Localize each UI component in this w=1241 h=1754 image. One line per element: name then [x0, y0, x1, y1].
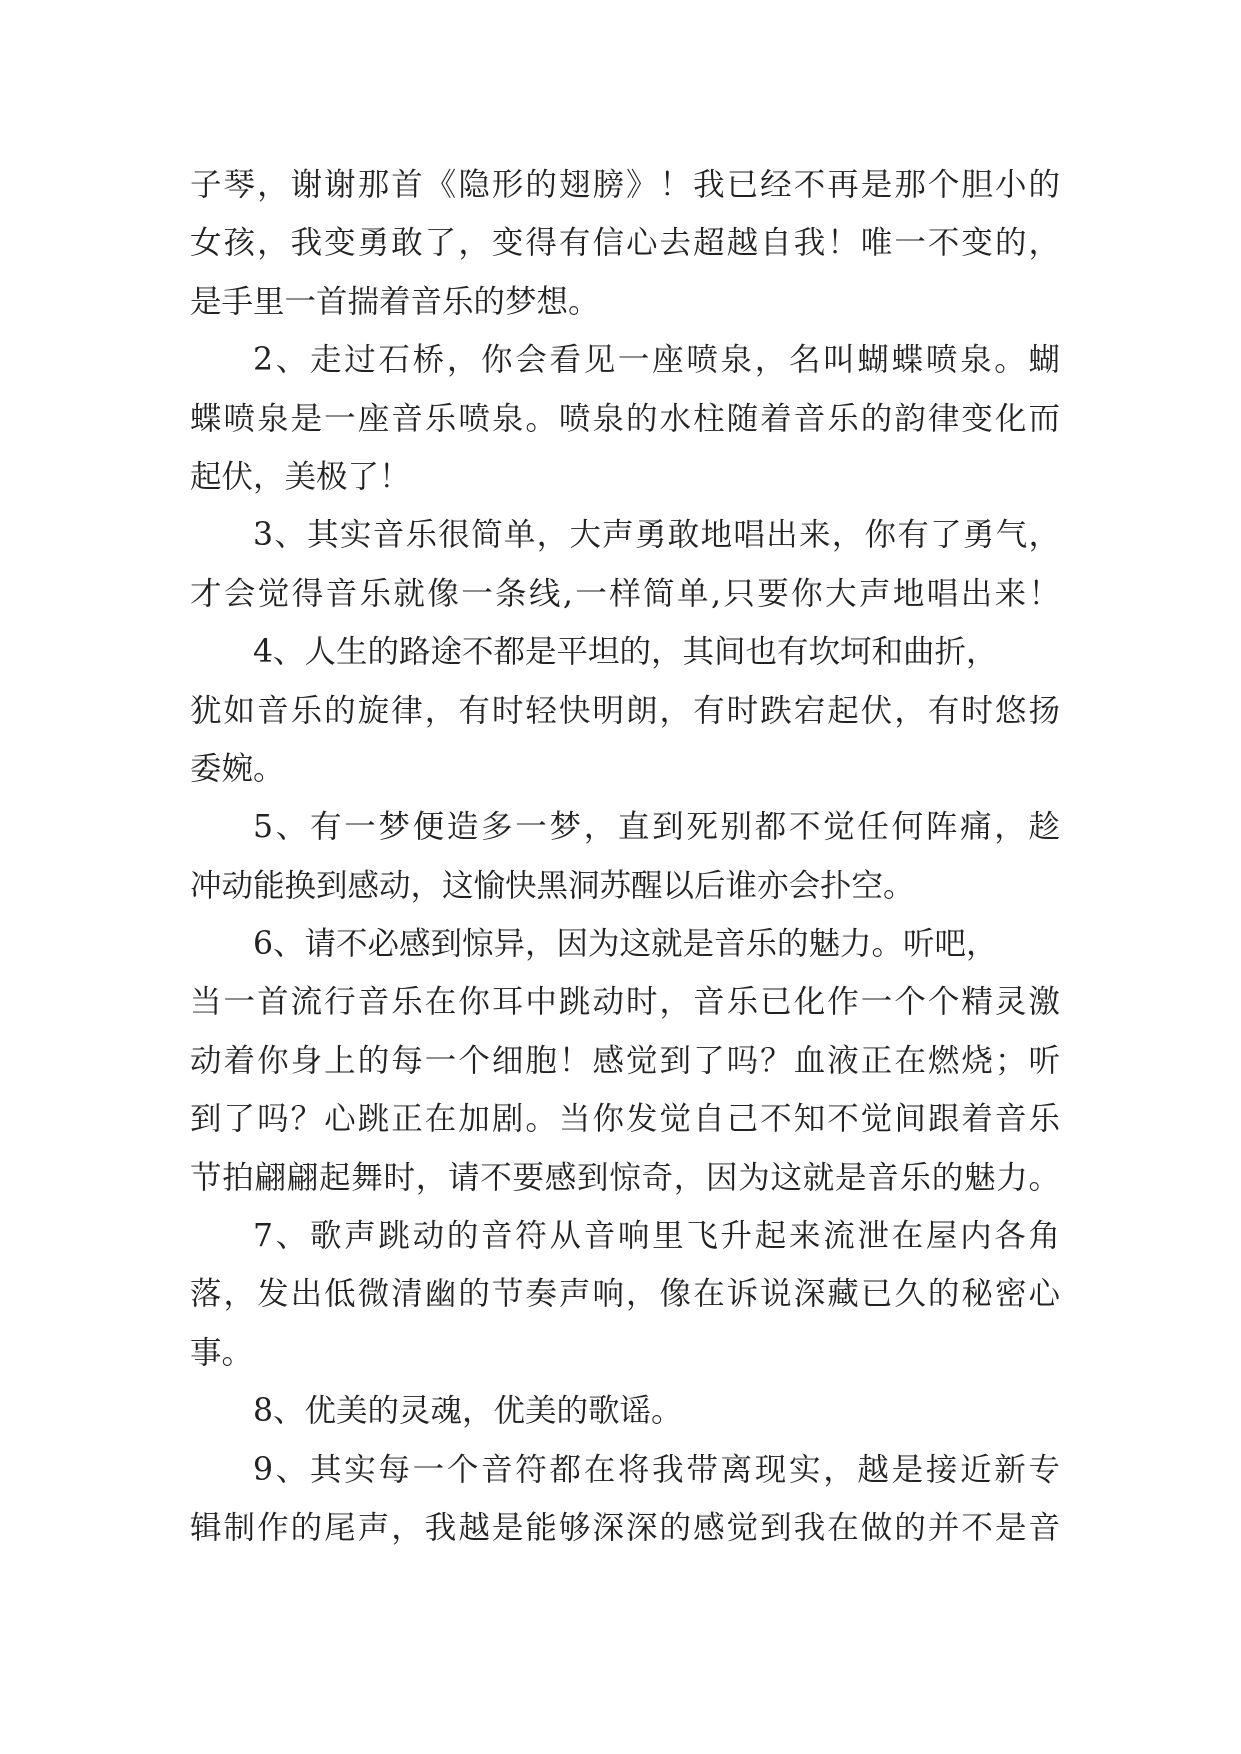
paragraph	[190, 1441, 1060, 1558]
paragraph-line: 动着你身上的每一个细胞！感觉到了吗？血液正在燃烧；听	[190, 1042, 1060, 1079]
paragraph	[190, 1207, 1060, 1382]
paragraph-line: 2、走过石桥，你会看见一座喷泉，名叫蝴蝶喷泉。蝴	[253, 342, 1060, 379]
paragraph	[190, 156, 1060, 331]
paragraph-line: 委婉。	[190, 750, 285, 787]
paragraph-line: 起伏，美极了！	[190, 458, 411, 495]
paragraph-line: 女孩，我变勇敢了，变得有信心去超越自我！唯一不变的，	[190, 225, 1060, 262]
paragraph-line: 是手里一首揣着音乐的梦想。	[190, 283, 600, 320]
paragraph	[190, 623, 1060, 798]
paragraph	[190, 915, 1060, 1207]
paragraph-line: 才会觉得音乐就像一条线,一样简单,只要你大声地唱出来！	[190, 575, 1060, 612]
paragraph	[190, 506, 1060, 623]
paragraph	[190, 1382, 1060, 1440]
paragraph-line: 3、其实音乐很简单，大声勇敢地唱出来，你有了勇气，	[253, 517, 1060, 554]
paragraph-line: 落，发出低微清幽的节奏声响，像在诉说深藏已久的秘密心	[190, 1276, 1060, 1313]
paragraph-line: 到了吗？心跳正在加剧。当你发觉自己不知不觉间跟着音乐	[190, 1101, 1060, 1138]
paragraph-line: 辑制作的尾声，我越是能够深深的感觉到我在做的并不是音	[190, 1509, 1060, 1546]
paragraph-line: 5、有一梦便造多一梦，直到死别都不觉任何阵痛，趁	[253, 809, 1060, 846]
paragraph-line: 蝶喷泉是一座音乐喷泉。喷泉的水柱随着音乐的韵律变化而	[190, 400, 1060, 437]
document-body	[190, 156, 1060, 1557]
paragraph-line: 4、人生的路途不都是平坦的，其间也有坎坷和曲折，	[253, 634, 998, 671]
paragraph-line: 9、其实每一个音符都在将我带离现实，越是接近新专	[253, 1451, 1060, 1488]
paragraph-line: 节拍翩翩起舞时，请不要感到惊奇，因为这就是音乐的魅力。	[190, 1159, 1060, 1196]
paragraph-line: 冲动能换到感动，这愉快黑洞苏醒以后谁亦会扑空。	[190, 867, 915, 904]
paragraph-line: 6、请不必感到惊异，因为这就是音乐的魅力。听吧，	[253, 926, 998, 963]
paragraph	[190, 798, 1060, 915]
paragraph-line: 子琴，谢谢那首《隐形的翅膀》！我已经不再是那个胆小的	[190, 167, 1060, 203]
paragraph-line: 7、歌声跳动的音符从音响里飞升起来流泄在屋内各角	[253, 1218, 1060, 1255]
paragraph-line: 当一首流行音乐在你耳中跳动时，音乐已化作一个个精灵激	[190, 984, 1060, 1021]
paragraph-line: 事。	[190, 1334, 254, 1371]
paragraph-line: 8、优美的灵魂，优美的歌谣。	[253, 1393, 683, 1430]
paragraph	[190, 331, 1060, 506]
paragraph-line: 犹如音乐的旋律，有时轻快明朗，有时跌宕起伏，有时悠扬	[190, 692, 1060, 729]
